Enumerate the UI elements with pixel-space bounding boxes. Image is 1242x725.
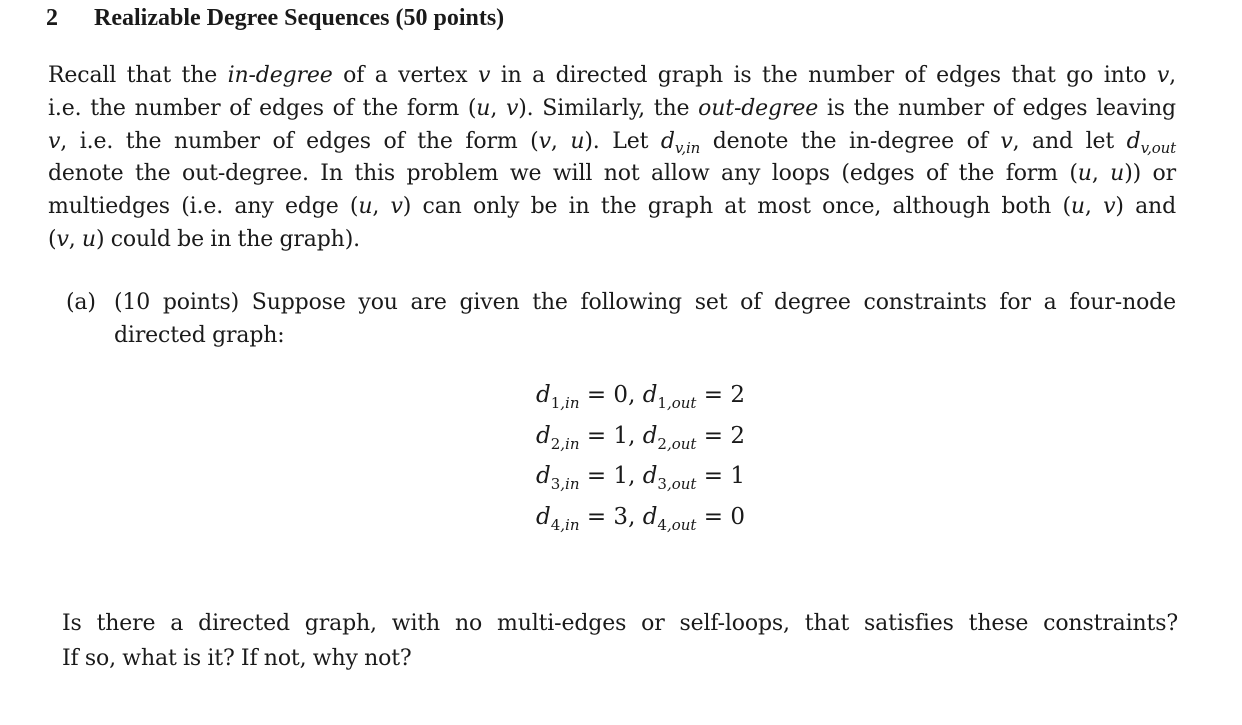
in-degree-value: 1 xyxy=(613,463,629,489)
constraint-row: $d_{1,in} = 0$, $d_{1,out} = 2$ xyxy=(536,382,746,412)
part-a-line-2: directed graph: xyxy=(114,323,285,348)
node-index: 2 xyxy=(657,434,667,453)
node-index: 1 xyxy=(550,394,561,412)
question-line-1: Is there a directed graph, with no multi-edges or self-loops, that satisfies these constraints? xyxy=(62,611,1178,636)
in-degree-symbol: d xyxy=(536,503,551,530)
intro-paragraph xyxy=(48,60,1176,257)
node-index: 3 xyxy=(657,475,667,493)
out-degree-symbol: d xyxy=(642,503,658,530)
node-index: 3 xyxy=(550,475,561,493)
out-degree-value: 2 xyxy=(730,422,746,449)
in-degree-subscript: 4,in xyxy=(550,515,580,534)
in-degree-value: 3 xyxy=(613,503,629,530)
node-index: 2 xyxy=(550,434,561,453)
in-degree-subscript: 2,in xyxy=(550,434,580,453)
out-degree-value: 0 xyxy=(730,503,746,530)
question-paragraph xyxy=(62,606,1178,676)
constraint-row: $d_{3,in} = 1$, $d_{3,out} = 1$ xyxy=(536,463,746,493)
intro-line-4: denote the out-degree. In this problem we will not allow any loops (edges of the form (u, u)) or xyxy=(48,161,1177,187)
section-number: 2 xyxy=(46,5,58,31)
intro-line-1: Recall that the in-degree of a vertex v in a directed graph is the number of edges that go into v, xyxy=(48,63,1176,88)
out-degree-subscript: 1,out xyxy=(657,394,697,412)
section-heading xyxy=(46,4,504,32)
part-a-line-1: (10 points) Suppose you are given the following set of degree constraints for a four-node xyxy=(114,290,1176,315)
out-degree-subscript: 4,out xyxy=(657,515,697,534)
in-degree-value: 0 xyxy=(613,382,629,408)
in-degree-symbol: d xyxy=(536,463,551,489)
intro-line-6: (v, u) could be in the graph). xyxy=(48,226,360,252)
node-index: 1 xyxy=(657,394,667,412)
part-a-body xyxy=(114,286,1176,352)
out-degree-symbol: d xyxy=(642,382,658,408)
question-line-2: If so, what is it? If not, why not? xyxy=(62,646,412,671)
in-degree-subscript: 3,in xyxy=(550,475,580,493)
in-degree-value: 1 xyxy=(613,422,629,449)
out-degree-value: 2 xyxy=(730,382,746,408)
node-index: 4 xyxy=(550,515,561,534)
out-degree-symbol: d xyxy=(642,463,658,489)
out-degree-subscript: 2,out xyxy=(657,434,697,453)
out-degree-symbol: d xyxy=(642,422,658,449)
section-title: Realizable Degree Sequences (50 points) xyxy=(94,5,505,31)
in-degree-symbol: d xyxy=(536,422,551,449)
constraint-row: $d_{4,in} = 3$, $d_{4,out} = 0$ xyxy=(536,503,746,534)
part-a-label: (a) xyxy=(66,290,96,315)
intro-line-5: multiedges (i.e. any edge (u, v) can only be in the graph at most once, although both (u, v) and xyxy=(48,194,1177,220)
degree-constraints xyxy=(536,380,745,542)
out-degree-value: 1 xyxy=(730,463,746,489)
out-degree-subscript: 3,out xyxy=(657,475,697,493)
part-a xyxy=(66,286,1176,352)
intro-line-2: i.e. the number of edges of the form (u, v). Similarly, the out-degree is the number of edges leaving xyxy=(48,95,1176,121)
in-degree-subscript: 1,in xyxy=(550,394,580,412)
constraint-row: $d_{2,in} = 1$, $d_{2,out} = 2$ xyxy=(536,422,746,453)
intro-line-3: v, i.e. the number of edges of the form (v, u). Let $d_{v,in}$ denote the in-degree of v, and let $d_{v,out}$ xyxy=(48,128,1176,157)
in-degree-symbol: d xyxy=(536,382,551,408)
node-index: 4 xyxy=(657,515,667,534)
